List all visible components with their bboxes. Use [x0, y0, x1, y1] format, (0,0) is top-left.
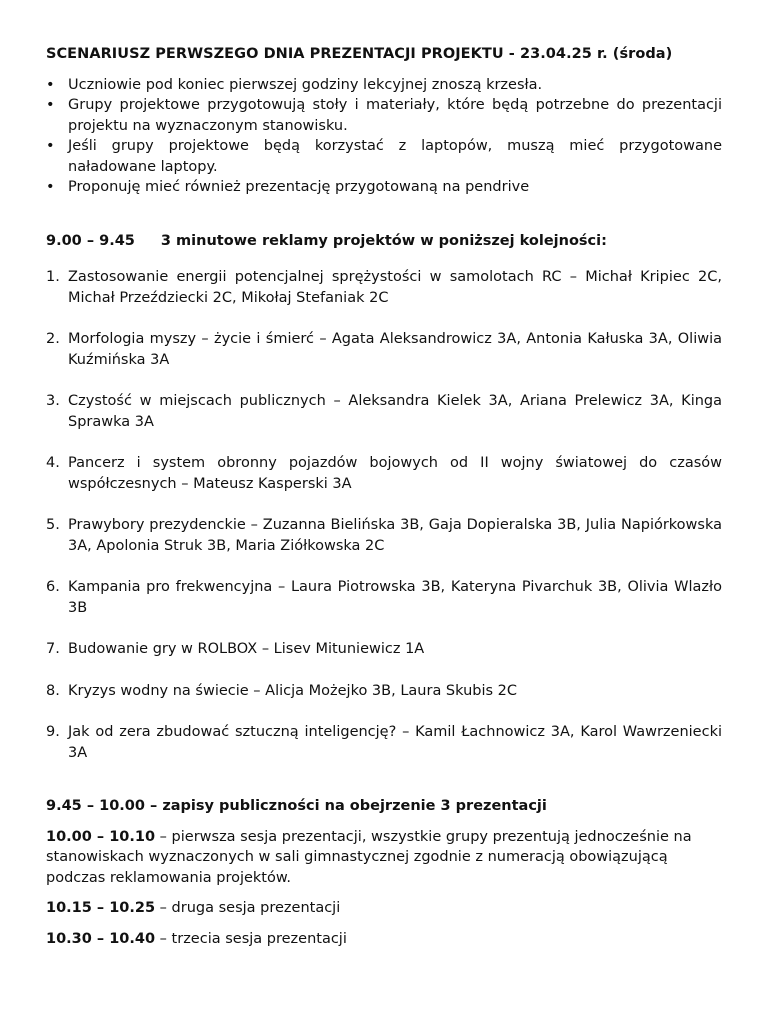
session-time: 10.15 – 10.25	[46, 900, 156, 916]
item-text: Pancerz i system obronny pojazdów bojowych od II wojny światowej do czasów współczesnych – Mateusz Kasperski 3A	[68, 455, 722, 492]
list-item	[46, 515, 722, 556]
list-item	[46, 329, 722, 370]
list-item	[46, 639, 722, 660]
item-text: Jak od zera zbudować sztuczną inteligencję? – Kamil Łachnowicz 3A, Karol Wawrzeniecki 3A	[68, 724, 722, 761]
item-text: Prawybory prezydenckie – Zuzanna Bielińska 3B, Gaja Dopieralska 3B, Julia Napiórkowska 3A, Apolonia Struk 3B, Maria Ziółkowska 2C	[68, 517, 722, 554]
session-text: – trzecia sesja prezentacji	[155, 930, 347, 947]
list-item: • Grupy projektowe przygotowują stoły i materiały, które będą potrzebne do prezentacji projektu na wyznaczonym stanowisku.	[46, 95, 722, 136]
list-item: • Jeśli grupy projektowe będą korzystać z laptopów, muszą mieć przygotowane naładowane laptopy.	[46, 136, 722, 177]
document-title: SCENARIUSZ PERWSZEGO DNIA PREZENTACJI PROJEKTU - 23.04.25 r. (środa)	[46, 46, 673, 62]
item-number: 8.	[46, 682, 60, 699]
list-item	[46, 722, 722, 763]
list-item	[46, 453, 722, 494]
session-time: 10.00 – 10.10	[46, 828, 156, 845]
item-number: 7.	[46, 641, 60, 657]
project-list	[46, 267, 722, 763]
item-number: 1.	[46, 269, 60, 285]
schedule-heading-text: 3 minutowe reklamy projektów w poniższej kolejności:	[160, 232, 607, 249]
item-number: 5.	[46, 517, 60, 533]
list-item	[46, 391, 722, 432]
item-number: 2.	[46, 331, 60, 347]
session-time: 10.30 – 10.40	[46, 930, 156, 947]
item-text: Morfologia myszy – życie i śmierć – Agata Aleksandrowicz 3A, Antonia Kałuska 3A, Oliwia Kuźmińska 3A	[68, 331, 722, 368]
item-text: Kryzys wodny na świecie – Alicja Możejko 3B, Laura Skubis 2C	[68, 682, 518, 699]
item-number: 9.	[46, 724, 60, 740]
session-line	[46, 898, 722, 919]
session-text: – druga sesja prezentacji	[155, 900, 341, 916]
item-text: Budowanie gry w ROLBOX – Lisev Mituniewicz 1A	[68, 641, 425, 657]
session-schedule	[46, 796, 722, 949]
item-number: 3.	[46, 393, 60, 409]
session-text: – pierwsza sesja prezentacji, wszystkie grupy prezentują jednocześnie na stanowiskach wyznaczonych w sali gimnastycznej zgodnie z numeracją obowiązującą podczas reklamowania projektów.	[46, 828, 692, 886]
signup-line: 9.45 – 10.00 – zapisy publiczności na obejrzenie 3 prezentacji	[46, 798, 547, 814]
item-number: 6.	[46, 579, 60, 595]
list-item	[46, 577, 722, 618]
list-item: • Uczniowie pod koniec pierwszej godziny lekcyjnej znoszą krzesła.	[46, 75, 722, 96]
item-text: Zastosowanie energii potencjalnej sprężystości w samolotach RC – Michał Kripiec 2C, Michał Przeździecki 2C, Mikołaj Stefaniak 2C	[68, 269, 722, 306]
item-text: Kampania pro frekwencyjna – Laura Piotrowska 3B, Kateryna Pivarchuk 3B, Olivia Wlazło 3B	[68, 579, 722, 616]
item-number: 4.	[46, 455, 60, 471]
schedule-heading	[46, 231, 722, 252]
preparation-list	[46, 75, 722, 198]
session-line	[46, 929, 722, 950]
schedule-time: 9.00 – 9.45	[46, 232, 135, 249]
list-item	[46, 267, 722, 308]
item-text: Czystość w miejscach publicznych – Aleksandra Kielek 3A, Ariana Prelewicz 3A, Kinga Sprawka 3A	[68, 393, 722, 430]
session-line	[46, 827, 722, 889]
list-item	[46, 681, 722, 702]
list-item: • Proponuję mieć również prezentację przygotowaną na pendrive	[46, 177, 722, 198]
